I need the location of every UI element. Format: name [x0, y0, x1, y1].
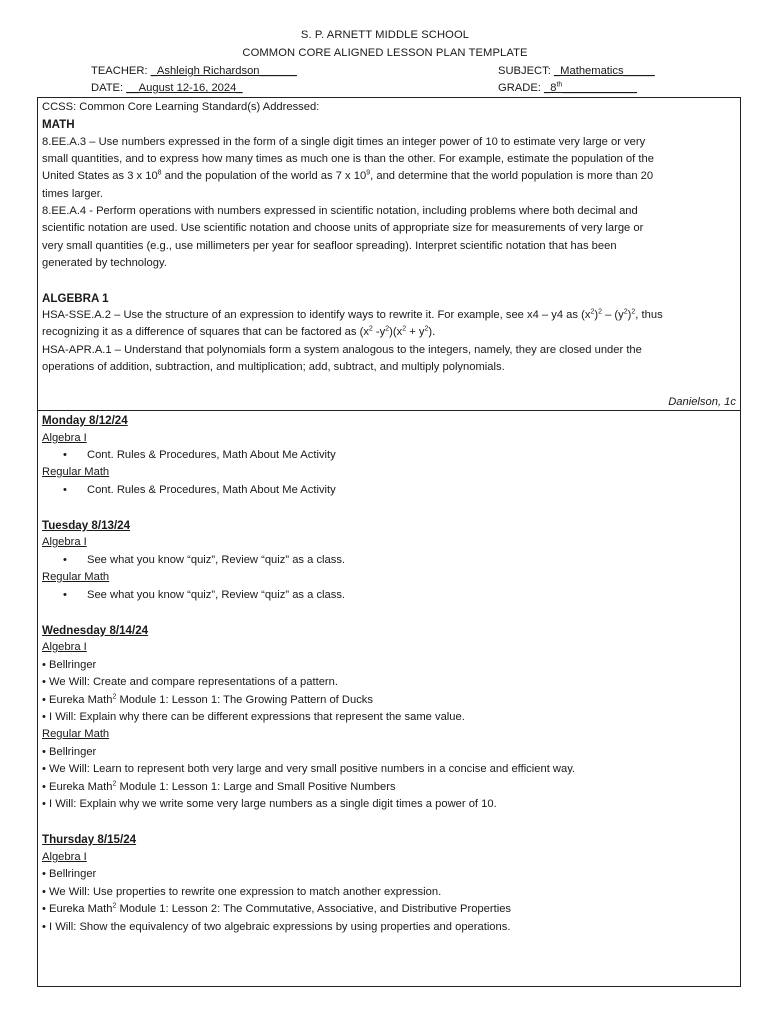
standard-apr-a1-line2: operations of addition, subtraction, and multiplication; add, subtract, and multiply polynomials. [42, 361, 505, 373]
monday-regular-label: Regular Math [42, 466, 110, 478]
teacher-label: TEACHER: [91, 65, 148, 77]
teacher-value: _Ashleigh Richardson______ [150, 65, 297, 77]
tuesday-regular-label: Regular Math [42, 571, 110, 583]
list-item: • Bellringer [42, 868, 97, 880]
standard-8-ee-a3-line4: times larger. [42, 188, 103, 200]
school-name: S. P. ARNETT MIDDLE SCHOOL [300, 29, 470, 41]
standard-8-ee-a4-line2: scientific notation are used. Use scientific notation and choose units of appropriate size for measurements of very large or [42, 222, 644, 234]
math-heading: MATH [42, 118, 75, 131]
list-item: • Eureka Math$^2$ Module 1: Lesson 1: The Growing Pattern of Ducks [42, 693, 373, 706]
list-item: • We Will: Create and compare representations of a pattern. [42, 676, 338, 688]
date-value: __August 12-16, 2024_ [126, 82, 243, 94]
wednesday-regular-label: Regular Math [42, 728, 110, 740]
grade-field [498, 82, 637, 94]
standard-8-ee-a4-line3: very small quantities (e.g., use millimeters per year for seafloor spreading). Interpret scientific notation that has been [42, 240, 617, 252]
subject-value: _Mathematics_____ [553, 65, 655, 77]
date-field [91, 82, 243, 94]
list-item: • Bellringer [42, 659, 97, 671]
standard-8-ee-a3-line1: 8.EE.A.3 – Use numbers expressed in the form of a single digit times an integer power of 10 to estimate very large or very [42, 136, 646, 148]
thursday-algebra-label: Algebra I [42, 851, 87, 863]
tuesday-title: Tuesday 8/13/24 [42, 519, 131, 532]
wednesday-title: Wednesday 8/14/24 [42, 624, 149, 637]
list-item: • I Will: Explain why there can be different expressions that represent the same value. [42, 711, 465, 723]
thursday-title: Thursday 8/15/24 [42, 833, 137, 846]
algebra-heading: ALGEBRA 1 [42, 292, 109, 305]
standard-sse-a2-line2: recognizing it as a difference of squares that can be factored as ($x^2$ $-y^2)(x^2 + y^2)$. [42, 325, 436, 338]
standards-box [37, 97, 741, 411]
list-item: • Eureka Math$^2$ Module 1: Lesson 1: Large and Small Positive Numbers [42, 780, 396, 793]
grade-value: _8th____________ [544, 81, 637, 94]
bullet-icon: • [63, 554, 67, 566]
standard-sse-a2-line1: HSA-SSE.A.2 – Use the structure of an expression to identify ways to rewrite it. For example, see x4 – y4 as $(x^2)^2 - (y^2)^2$, thus [42, 308, 663, 321]
bullet-icon: • [63, 449, 67, 461]
list-item: • We Will: Use properties to rewrite one expression to match another expression. [42, 886, 442, 898]
list-item: • I Will: Show the equivalency of two algebraic expressions by using properties and operations. [42, 921, 511, 933]
list-item: • We Will: Learn to represent both very large and very small positive numbers in a concise and efficient way. [42, 763, 576, 775]
standard-apr-a1-line1: HSA-APR.A.1 – Understand that polynomials form a system analogous to the integers, namely, they are closed under the [42, 344, 642, 356]
danielson-reference: Danielson, 1c [668, 396, 736, 408]
bullet-icon: • [63, 589, 67, 601]
subject-label: SUBJECT: [498, 65, 551, 77]
subject-field [498, 65, 655, 77]
standard-8-ee-a3-line2: small quantities, and to express how many times as much one is than the other. For example, estimate the population of the [42, 153, 654, 165]
standard-8-ee-a3-line3: United States as 3 x $10^8$ and the population of the world as 7 x $10^9$, and determine that the world population is more than 20 [42, 169, 654, 182]
wednesday-algebra-label: Algebra I [42, 641, 87, 653]
tuesday-algebra-label: Algebra I [42, 536, 87, 548]
date-label: DATE: [91, 82, 124, 94]
standard-8-ee-a4-line1: 8.EE.A.4 - Perform operations with numbers expressed in scientific notation, including problems where both decimal and [42, 205, 638, 217]
monday-title: Monday 8/12/24 [42, 414, 128, 427]
monday-algebra-label: Algebra I [42, 432, 87, 444]
standards-intro: CCSS: Common Core Learning Standard(s) Addressed: [42, 101, 320, 113]
grade-label: GRADE: [498, 82, 541, 94]
bullet-icon: • [63, 484, 67, 496]
list-item: • Bellringer [42, 746, 97, 758]
template-title: COMMON CORE ALIGNED LESSON PLAN TEMPLATE [242, 47, 528, 59]
list-item: • I Will: Explain why we write some very large numbers as a single digit times a power of 10. [42, 798, 497, 810]
daily-plan-box: Monday 8/12/24 Algebra I • Cont. Rules & Procedures, Math About Me Activity Regular Math • Cont. Rules & Procedures, Math About Me Activity Tuesday 8/13/24 Algebra I • See what you know “quiz”, Review “quiz” as a class. Regular Math • See what you know “quiz”, Review “quiz” as a class. Wednesday 8/14/24 Algebra I • Bellringer • We Will: Create and compare representations of a pattern. • Eureka Math$^2$ Module 1: Lesson 1: The Growing Pattern of Ducks • I Will: Explain why there can be different expressions that represent the same value. Regular Math • Bellringer • We Will: Learn to represent both very large and very small positive numbers in a concise and efficient way. • Eureka Math$^2$ Module 1: Lesson 1: Large and Small Positive Numbers • I Will: Explain why we write some very large numbers as a single digit times a power of 10. Thursday 8/15/24 Algebra I • Bellringer • We Will: Use properties to rewrite one expression to match another expression. • Eureka Math$^2$ Module 1: Lesson 2: The Commutative, Associative, and Distributive Properties • I Will: Show the equivalency of two algebraic expressions by using properties and operations. [37, 410, 741, 987]
standard-8-ee-a4-line4: generated by technology. [42, 257, 167, 269]
teacher-field [91, 65, 297, 77]
list-item: • Eureka Math$^2$ Module 1: Lesson 2: The Commutative, Associative, and Distributive Properties [42, 902, 512, 915]
